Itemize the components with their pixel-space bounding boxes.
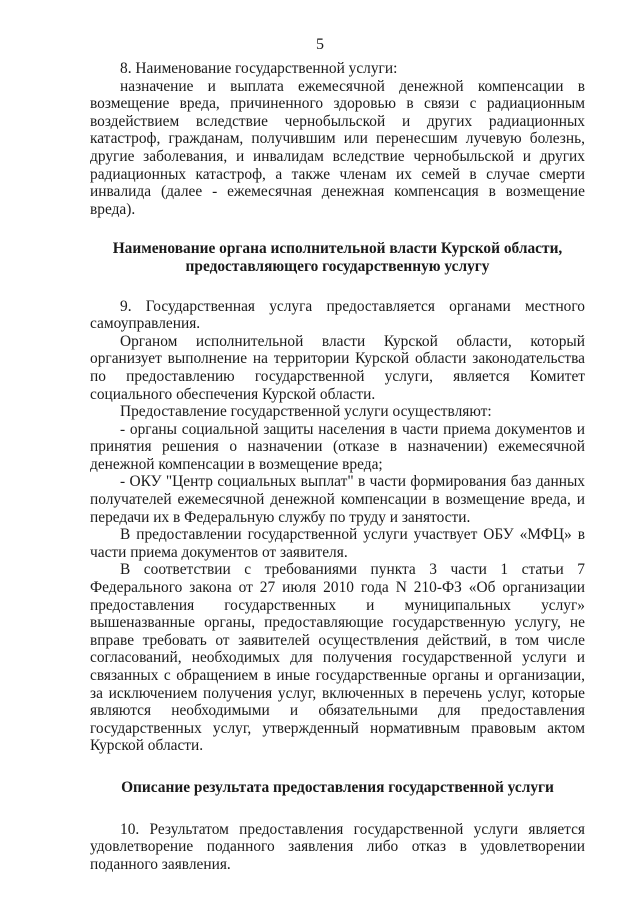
page-number: 5 bbox=[316, 36, 324, 53]
section-9-paragraph-law: В соответствии с требованиями пункта 3 части 1 статьи 7 Федерального закона от 27 июля 2010 года N 210-ФЗ «Об организации предоставления государственных и муниципальных услуг» вышеназванные органы, предоставляющие государственную услугу, не вправе требовать от заявителей осуществления действий, в том числе согласований, необходимых для получения государственной услуги и связанных с обращением в иные государственные органы и организации, за исключением получения услуг, включенных в перечень услуг, которые являются необходимыми и обязательными для предоставления государственных услуг, утвержденный нормативным правовым актом Курской области. bbox=[90, 561, 585, 755]
heading-organ: Наименование органа исполнительной власти Курской области, предоставляющего государственную услугу bbox=[112, 240, 563, 275]
section-8-text: назначение и выплата ежемесячной денежной компенсации в возмещение вреда, причиненного здоровью в связи с радиационным воздействием вследствие чернобыльской и других радиационных катастроф, гражданам, получившим или перенесшим лучевую болезнь, другие заболевания, и инвалидам вследствие чернобыльской и других радиационных катастроф, а также членам их семей в случае смерти инвалида (далее - ежемесячная денежная компенсация в возмещение вреда). bbox=[90, 77, 585, 218]
section-9-list-item-1: - органы социальной защиты населения в части приема документов и принятия решения о назначении (отказе в назначении) ежемесячной денежной компенсации в возмещение вреда; bbox=[90, 420, 585, 473]
heading-result: Описание результата предоставления государственной услуги bbox=[121, 778, 554, 796]
section-10-paragraph: 10. Результатом предоставления государственной услуги является удовлетворение поданного заявления либо отказ в удовлетворении поданного заявления. bbox=[90, 820, 585, 873]
section-9-list-item-2: - ОКУ "Центр социальных выплат" в части формирования баз данных получателей ежемесячной денежной компенсации в возмещение вреда, и передачи их в Федеральную службу по труду и занятости. bbox=[90, 473, 585, 526]
section-9-paragraph-1: 9. Государственная услуга предоставляется органами местного самоуправления. bbox=[90, 297, 585, 333]
section-9-paragraph-mfc: В предоставлении государственной услуги участвует ОБУ «МФЦ» в части приема документов от заявителя. bbox=[90, 526, 585, 561]
section-8-title: 8. Наименование государственной услуги: bbox=[120, 60, 398, 77]
document-body bbox=[90, 60, 585, 873]
section-9-paragraph-2: Органом исполнительной власти Курской области, который организует выполнение на территории Курской области законодательства по предоставлению государственной услуги, является Комитет социального обеспечения Курской области. bbox=[90, 332, 585, 403]
section-9-paragraph-3: Предоставление государственной услуги осуществляют: bbox=[120, 403, 492, 421]
